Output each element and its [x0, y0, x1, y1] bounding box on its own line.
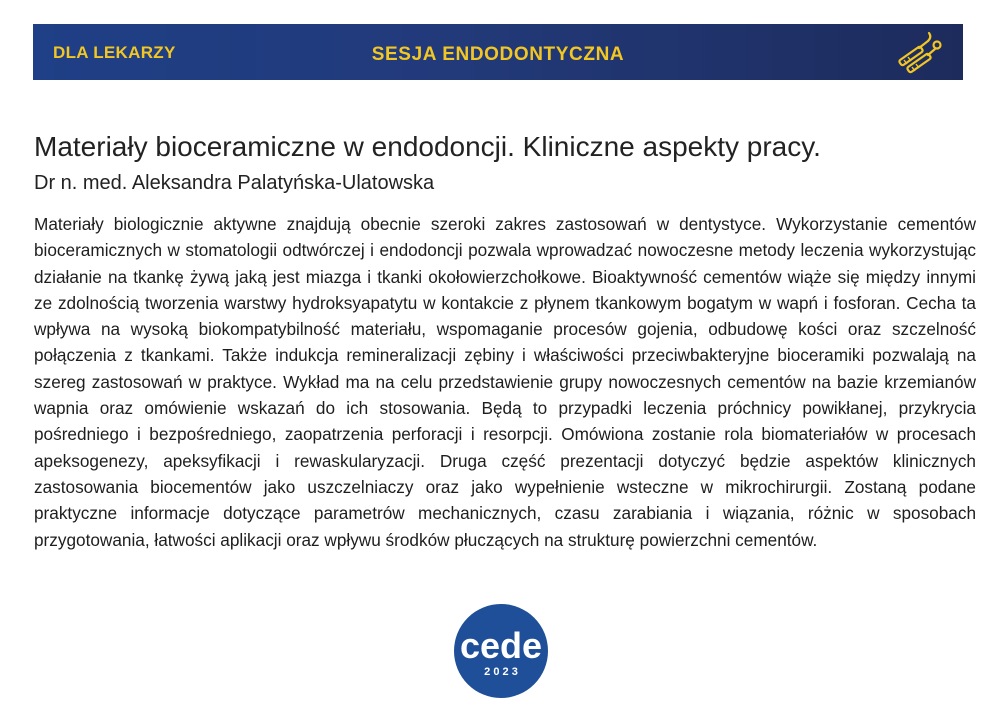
article-title: Materiały bioceramiczne w endodoncji. Kliniczne aspekty pracy. — [34, 131, 821, 162]
banner-left-label: DLA LEKARZY — [53, 43, 176, 62]
article-body: Materiały biologicznie aktywne znajdują obecnie szeroki zakres zastosowań w dentystyce. Wykorzystanie cementów bioceramicznych w stomatologii odtwórczej i endodoncji pozwala wprowadzać nowoczesne metody leczenia wykorzystując działanie na tkankę żywą jaką jest miazga i tkanki okołowierzchołkowe. Bioaktywność cementów wiąże się między innymi ze zdolnością tworzenia warstwy hydroksyapatytu w kontakcie z płynem tkankowym bogatym w wapń i fosforan. Cecha ta wpływa na wysoką biokompatybilność materiału, wspomaganie procesów gojenia, odbudowę kości oraz szczelność połączenia z tkankami. Także indukcja remineralizacji zębiny i właściwości przeciwbakteryjne bioceramiki pozwalają na szereg zastosowań w praktyce. Wykład ma na celu przedstawienie grupy nowoczesnych cementów na bazie krzemianów wapnia oraz omówienie wskazań do ich stosowania. Będą to przypadki leczenia próchnicy powikłanej, przykrycia pośredniego i bezpośredniego, zaopatrzenia perforacji i resorpcji. Omówiona zostanie rola biomateriałów w procesach apeksogenezy, apeksyfikacji i rewaskularyzacji. Druga część prezentacji dotyczyć będzie aspektów klinicznych zastosowania biocementów jako uszczelniaczy oraz jako wypełnienie wsteczne w mikrochirurgii. Zostaną podane praktyczne informacje dotyczące parametrów mechanicznych, czasu zarabiania i wiązania, różnic w sposobach przygotowania, łatwości aplikacji oraz wpływu środków płuczących na strukturę powierzchni cementów. — [34, 214, 976, 550]
dental-instruments-icon — [895, 29, 943, 75]
logo-year: 2 0 2 3 — [484, 666, 518, 678]
article-author: Dr n. med. Aleksandra Palatyńska-Ulatowska — [34, 172, 435, 194]
logo-word: cede — [459, 625, 543, 666]
banner-title: SESJA ENDODONTYCZNA — [371, 44, 625, 65]
cede-logo — [453, 603, 549, 699]
header-banner — [33, 24, 963, 80]
